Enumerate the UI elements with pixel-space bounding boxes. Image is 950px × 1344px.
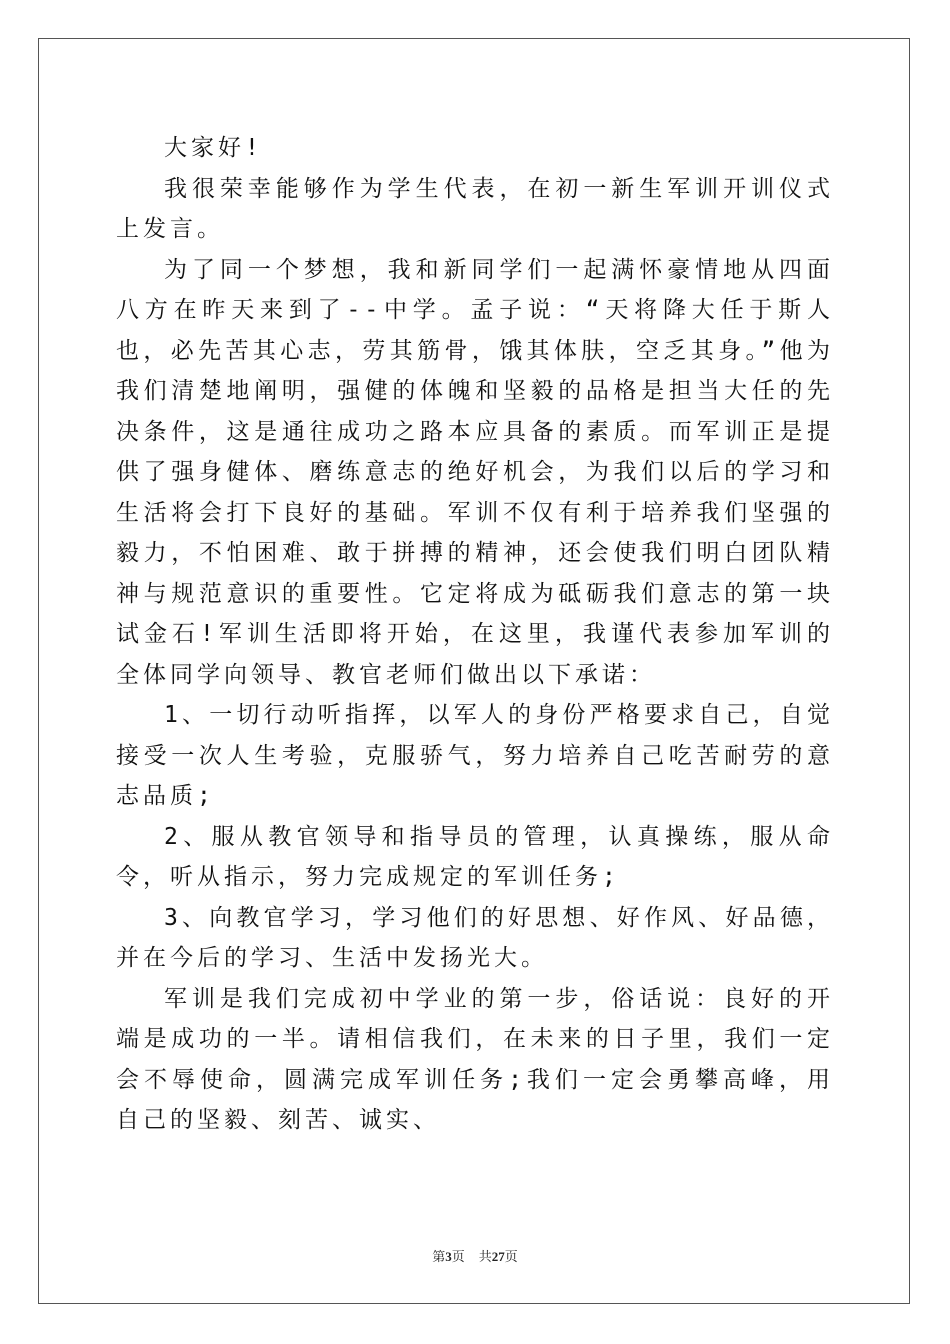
- paragraph-closing: 军训是我们完成初中学业的第一步，俗话说：良好的开端是成功的一半。请相信我们，在未来的日子里，我们一定会不辱使命，圆满完成军训任务;我们一定会勇攀高峰，用自己的坚毅、刻苦、诚实、: [116, 985, 834, 1133]
- paragraph-pledge-3: 3、向教官学习，学习他们的好思想、好作风、好品德，并在今后的学习、生活中发扬光大。: [116, 904, 834, 971]
- paragraph-pledge-1: 1、一切行动听指挥，以军人的身份严格要求自己，自觉接受一次人生考验，克服骄气，努力培养自己吃苦耐劳的意志品质;: [116, 702, 834, 809]
- total-suffix: 页: [504, 1249, 518, 1264]
- page-prefix: 第: [432, 1249, 446, 1264]
- paragraph-main: 为了同一个梦想，我和新同学们一起满怀豪情地从四面八方在昨天来到了--中学。孟子说：“天将降大任于斯人也，必先苦其心志，劳其筋骨，饿其体肤，空乏其身。”他为我们清楚地阐明，强健的体魄和坚毅的品格是担当大任的先决条件，这是通往成功之路本应具备的素质。而军训正是提供了强身健体、磨练意志的绝好机会，为我们以后的学习和生活将会打下良好的基础。军训不仅有利于培养我们坚强的毅力，不怕困难、敢于拼搏的精神，还会使我们明白团队精神与规范意识的重要性。它定将成为砥砺我们意志的第一块试金石!军训生活即将开始，在这里，我谨代表参加军训的全体同学向领导、教官老师们做出以下承诺：: [116, 256, 834, 688]
- paragraph-intro: 我很荣幸能够作为学生代表，在初一新生军训开训仪式上发言。: [116, 175, 834, 242]
- page-number: 3: [445, 1249, 452, 1264]
- paragraph-greeting: 大家好!: [164, 135, 263, 161]
- total-prefix: 共: [478, 1249, 492, 1264]
- total-pages: 27: [491, 1249, 505, 1264]
- page-footer: [0, 1246, 950, 1265]
- paragraph-pledge-2: 2、服从教官领导和指导员的管理，认真操练，服从命令，听从指示，努力完成规定的军训任务;: [116, 823, 834, 890]
- document-body: [116, 128, 834, 1141]
- page-suffix: 页: [451, 1249, 465, 1264]
